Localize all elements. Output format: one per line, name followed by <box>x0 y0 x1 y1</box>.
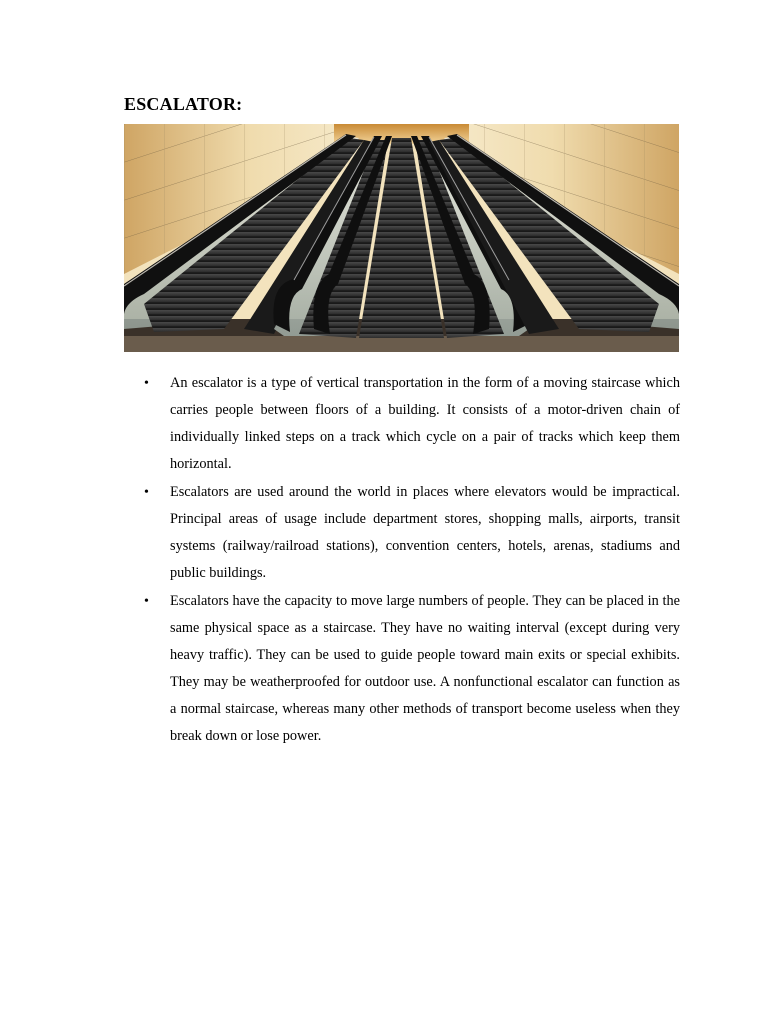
list-item <box>124 479 680 587</box>
bullet-marker: • <box>144 594 149 609</box>
bullet-marker: • <box>144 376 149 391</box>
document-heading: ESCALATOR: <box>124 94 243 114</box>
list-item <box>124 370 680 478</box>
escalator-photo <box>124 124 679 352</box>
list-item <box>124 588 680 750</box>
bullet-text: An escalator is a type of vertical transportation in the form of a moving staircase which carries people between floors of a building. It consists of a motor-driven chain of individually linked steps on a track which cycle on a pair of tracks which keep them horizontal. <box>170 375 680 472</box>
bullet-text: Escalators have the capacity to move large numbers of people. They can be placed in the same physical space as a staircase. They have no waiting interval (except during very heavy traffic). They can be used to guide people toward main exits or special exhibits. They may be weatherproofed for outdoor use. A nonfunctional escalator can function as a normal staircase, whereas many other methods of transport become useless when they break down or lose power. <box>170 593 680 744</box>
bullet-marker: • <box>144 485 149 500</box>
bullet-list <box>124 370 680 751</box>
bullet-text: Escalators are used around the world in places where elevators would be impractical. Principal areas of usage include department stores, shopping malls, airports, transit systems (railway/railroad stations), convention centers, hotels, arenas, stadiums and public buildings. <box>170 484 680 581</box>
